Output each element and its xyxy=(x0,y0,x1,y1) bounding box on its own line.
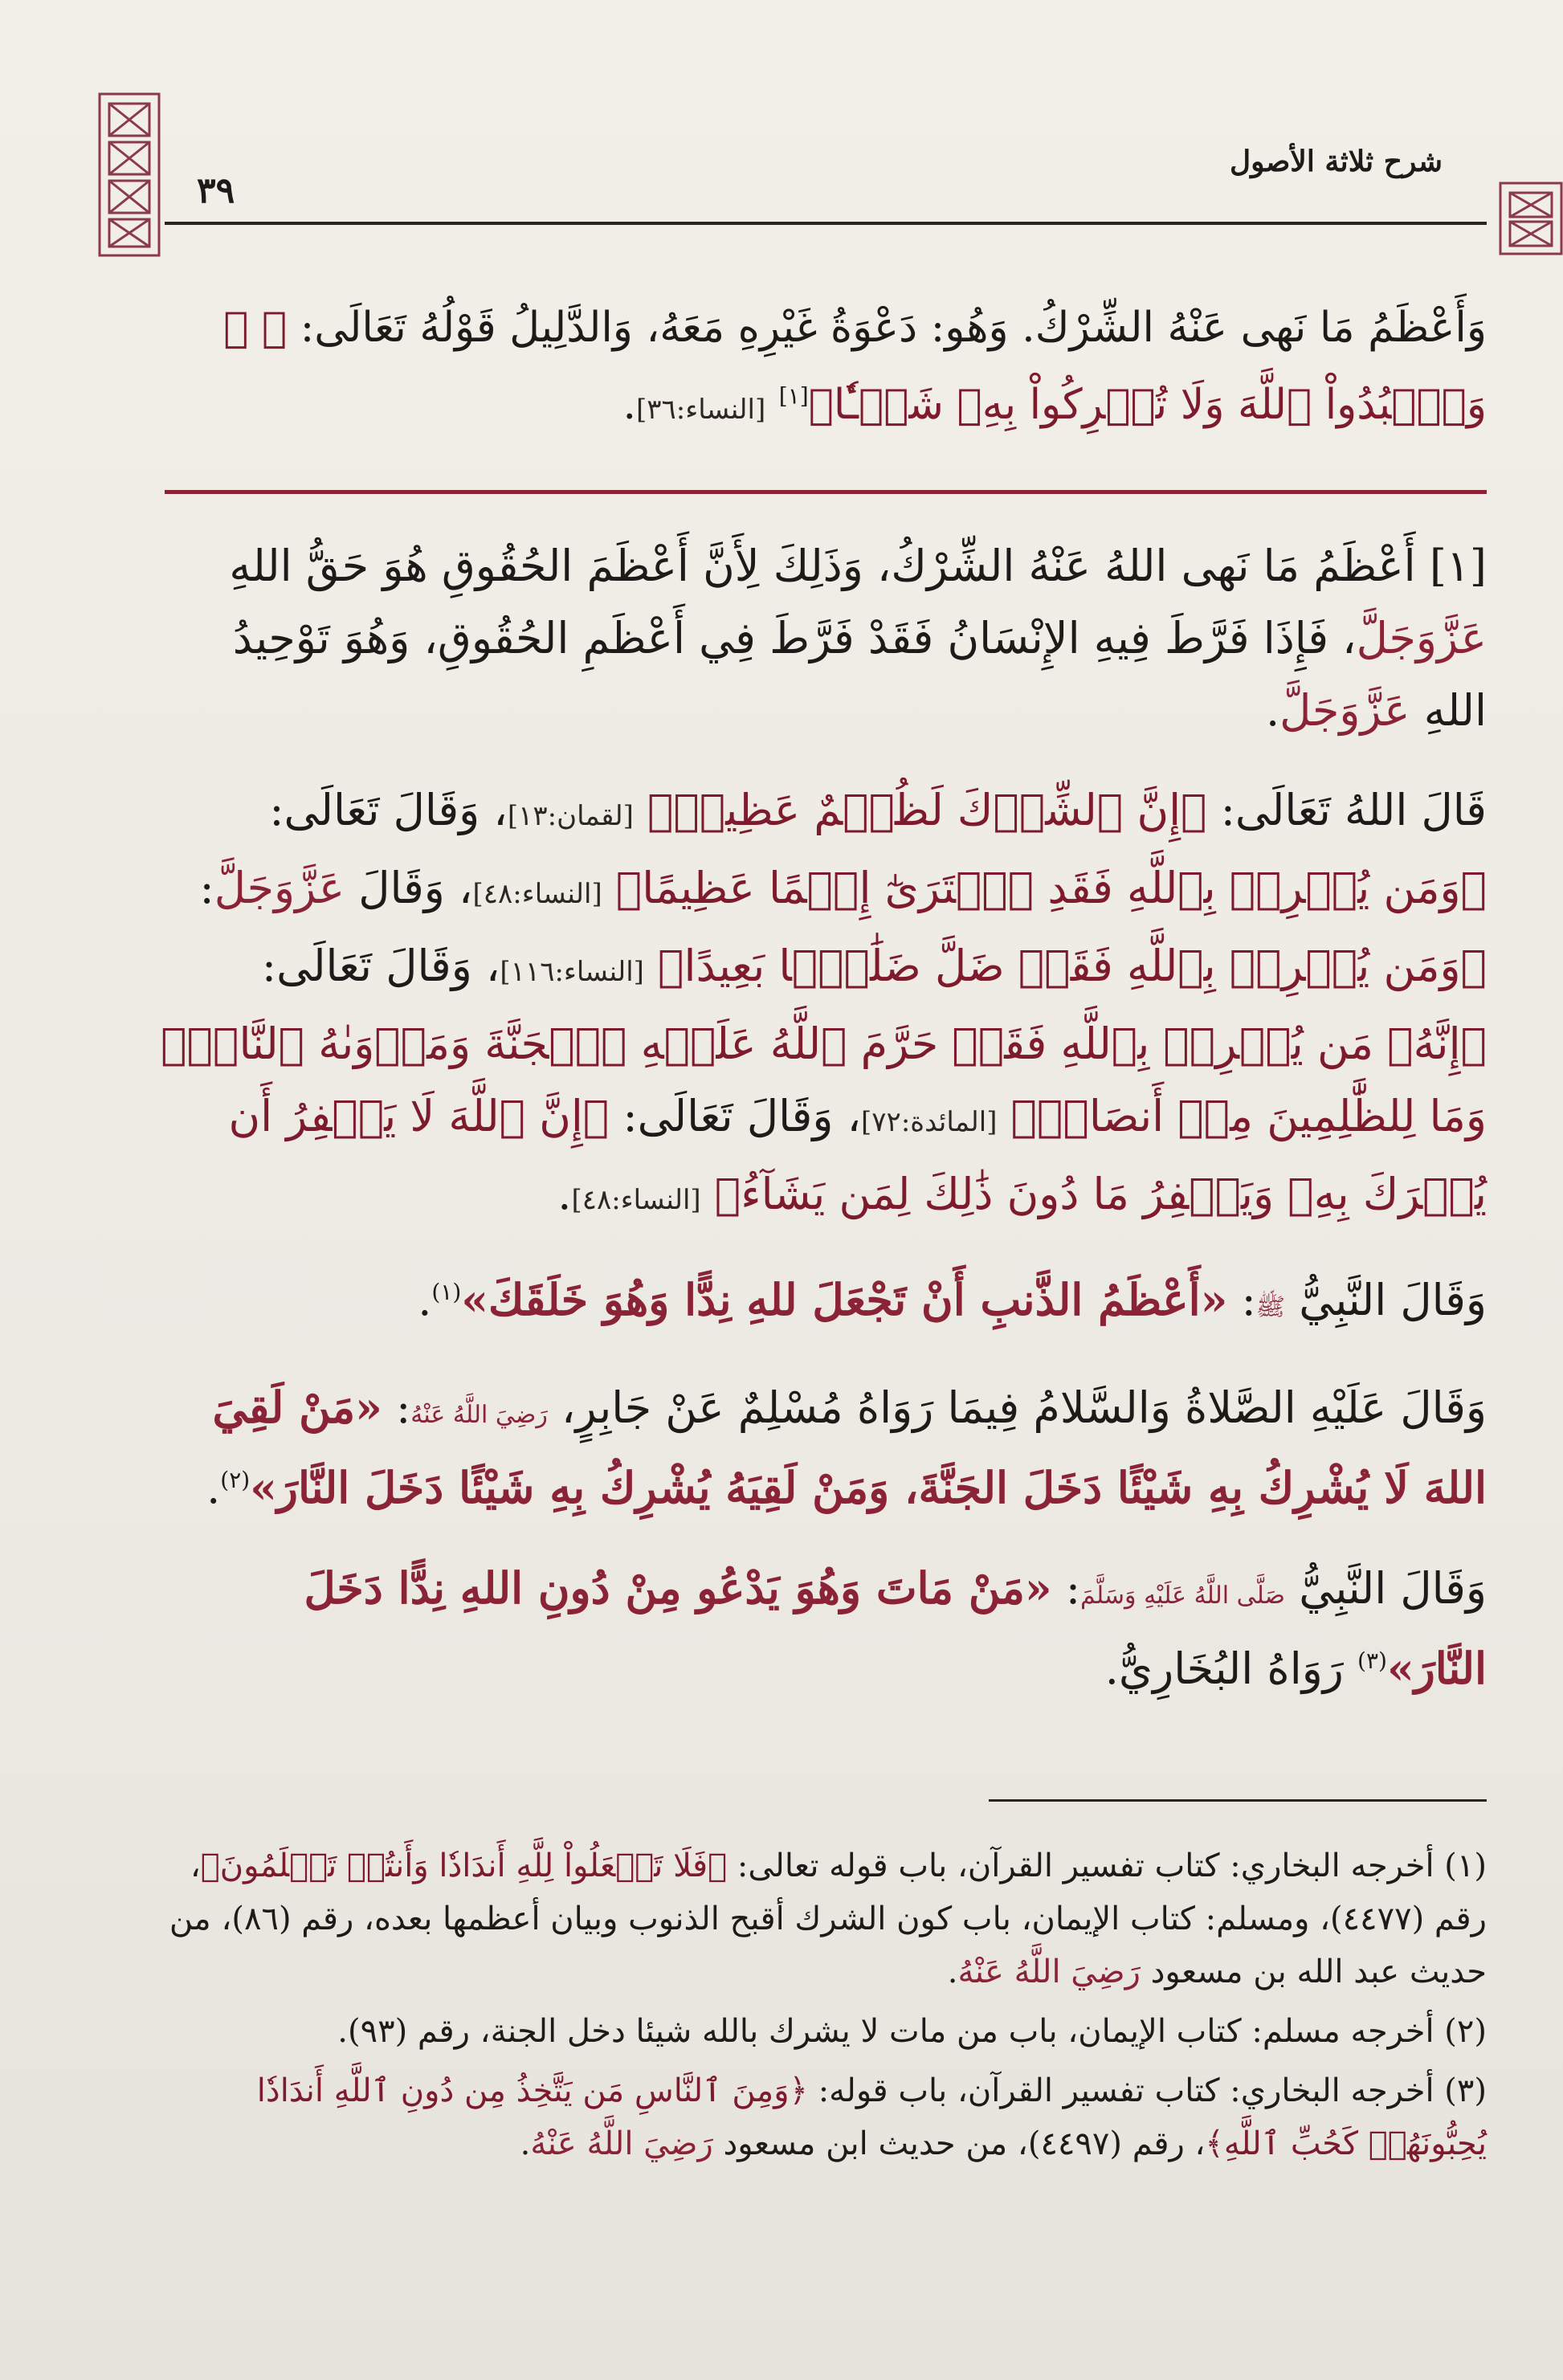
punctuation: . xyxy=(622,381,636,429)
footnote-text: ، رقم (٤٤٩٧)، من حديث ابن مسعود xyxy=(723,2125,1206,2162)
honorific: رَضِيَ اللَّهُ عَنْهُ xyxy=(530,2125,713,2162)
honorific: صَلَّى اللَّهُ عَلَيْهِ وَسَلَّمَ xyxy=(1080,1582,1286,1610)
quran-verse: ﴿إِنَّ ٱللَّهَ لَا يَغۡفِرُ أَن يُشۡرَكَ بِهِۦ وَيَغۡفِرُ مَا دُونَ ذَٰلِكَ لِمَن يَشَآءُ﴾ xyxy=(228,1091,1487,1219)
punctuation: : xyxy=(1065,1563,1081,1614)
quran-verse: ﴿إِنَّهُۥ مَن يُشۡرِكۡ بِٱللَّهِ فَقَدۡ حَرَّمَ ٱللَّهُ عَلَيۡهِ ٱلۡجَنَّةَ وَمَأۡوَىٰهُ ٱلنَّارُۖ وَمَا لِلظَّٰلِمِينَ مِنۡ أَنصَارٖ﴾ xyxy=(161,1019,1487,1141)
commentary-text: قَالَ اللهُ تَعَالَى: xyxy=(1220,785,1487,835)
quran-verse: ﴿وَمِنَ ٱلنَّاسِ مَن يَتَّخِذُ مِن دُونِ ٱللَّهِ أَندَادٗا يُحِبُّونَهُمۡ كَحُبِّ ٱللَّهِ﴾ xyxy=(256,2072,1487,2162)
honorific: ﷺ xyxy=(1255,1293,1286,1321)
quran-verse: ﴿وَمَن يُشۡرِكۡ بِٱللَّهِ فَقَدۡ ضَلَّ ضَلَٰلَۢا بَعِيدًا﴾ xyxy=(658,941,1487,991)
main-text xyxy=(161,289,1487,448)
verse-reference: [لقمان:١٣] xyxy=(507,800,634,832)
commentary-text: ، وَقَالَ تَعَالَى: xyxy=(622,1091,862,1141)
verse-reference: [النساء:٤٨] xyxy=(472,878,602,910)
verse-reference: [النساء:١١٦] xyxy=(500,956,644,988)
quran-verse: ﴿إِنَّ ٱلشِّرۡكَ لَظُلۡمٌ عَظِيمٞ﴾ xyxy=(647,785,1207,835)
honorific: عَزَّوَجَلَّ xyxy=(1279,685,1410,736)
section-separator xyxy=(165,490,1487,494)
commentary-text: ، وَقَالَ xyxy=(358,863,473,913)
main-paragraph xyxy=(161,289,1487,448)
punctuation: . xyxy=(418,1275,432,1325)
commentary-text: رَوَاهُ البُخَارِيُّ. xyxy=(1104,1643,1344,1694)
commentary-paragraph-5 xyxy=(161,1552,1487,1705)
commentary-text: وَقَالَ النَّبِيُّ xyxy=(1299,1563,1487,1614)
honorific: رَضِيَ اللَّهُ عَنْهُ xyxy=(410,1401,548,1429)
hadith-text: «مَنْ مَاتَ وَهُوَ يَدْعُو مِنْ دُونِ اللهِ نِدًّا دَخَلَ النَّارَ» xyxy=(304,1562,1487,1694)
commentary-paragraph-4 xyxy=(161,1371,1487,1525)
knot-ornament-icon xyxy=(98,92,161,257)
footnote-marker: (١) xyxy=(431,1279,462,1305)
punctuation: . xyxy=(1265,685,1280,736)
commentary-paragraph-1 xyxy=(161,530,1487,747)
honorific: عَزَّوَجَلَّ xyxy=(214,863,345,913)
punctuation: . xyxy=(947,1953,958,1990)
commentary-paragraph-2 xyxy=(161,774,1487,1236)
commentary-paragraph-3 xyxy=(161,1263,1487,1344)
hadith-text: «أَعْظَمُ الذَّنبِ أَنْ تَجْعَلَ للهِ نِدًّا وَهُوَ خَلَقَكَ» xyxy=(461,1274,1228,1325)
commentary-text: ، وَقَالَ تَعَالَى: xyxy=(269,785,508,835)
punctuation: : xyxy=(396,1382,411,1433)
commentary-text: ، وَقَالَ تَعَالَى: xyxy=(261,941,500,991)
quran-verse: ﴿وَمَن يُشۡرِكۡ بِٱللَّهِ فَقَدِ ٱفۡتَرَىٰٓ إِثۡمًا عَظِيمًا﴾ xyxy=(615,863,1487,913)
footnote-3 xyxy=(161,2064,1487,2170)
commentary-text: وَقَالَ عَلَيْهِ الصَّلاةُ وَالسَّلامُ فِيمَا رَوَاهُ مُسْلِمٌ عَنْ جَابِرٍ، xyxy=(561,1382,1487,1433)
quran-verse: ﴿ ۞ وَٱعۡبُدُواْ ٱللَّهَ وَلَا تُشۡرِكُواْ بِهِۦ شَيۡـٔٗا﴾ xyxy=(223,304,1487,429)
footnote-1 xyxy=(161,1839,1487,1998)
main-line: وَأَعْظَمُ مَا نَهى عَنْهُ الشِّرْكُ. وَهُو: دَعْوَةُ غَيْرِهِ مَعَهُ، وَالدَّلِيلُ قَوْلُهُ تَعَالَى: xyxy=(300,304,1487,352)
verse-reference: [النساء:٣٦] xyxy=(635,394,766,426)
knot-ornament-icon xyxy=(1499,182,1563,255)
punctuation: . xyxy=(520,2125,531,2162)
honorific: رَضِيَ اللَّهُ عَنْهُ xyxy=(957,1953,1141,1990)
verse-reference: [النساء:٤٨] xyxy=(571,1184,701,1216)
verse-reference: [المائدة:٧٢] xyxy=(861,1106,998,1138)
commentary-text: وَقَالَ النَّبِيُّ xyxy=(1299,1275,1487,1325)
footnote-marker: (٢) xyxy=(220,1467,251,1493)
commentary-text: ، فَإِذَا فَرَّطَ فِيهِ الإِنْسَانُ فَقَدْ فَرَّطَ فِي أَعْظَمِ الحُقُوقِ، وَهُوَ تَوْحِيدُ اللهِ xyxy=(232,613,1487,736)
punctuation: : xyxy=(199,863,214,913)
footnote-text: (٣) أخرجه البخاري: كتاب تفسير القرآن، باب قوله: xyxy=(818,2072,1487,2109)
quran-verse: ﴿فَلَا تَجۡعَلُواْ لِلَّهِ أَندَادٗا وَأَنتُمۡ تَعۡلَمُونَ﴾ xyxy=(200,1847,728,1884)
footnote-text: ، رقم (٤٤٧٧)، ومسلم: كتاب الإيمان، باب كون الشرك أقبح الذنوب وبيان أعظمها بعده، رقم (٨٦)، من حديث عبد الله بن مسعود xyxy=(169,1847,1487,1990)
footnote-text: (٢) أخرجه مسلم: كتاب الإيمان، باب من مات لا يشرك بالله شيئا دخل الجنة، رقم (٩٣). xyxy=(337,2013,1487,2050)
commentary-text: [١] أَعْظَمُ مَا نَهى اللهُ عَنْهُ الشِّرْكُ، وَذَلِكَ لِأَنَّ أَعْظَمَ الحُقُوقِ هُوَ حَقُّ اللهِ xyxy=(229,541,1487,591)
header-rule xyxy=(165,222,1487,225)
page-number: ٣٩ xyxy=(197,170,235,211)
footnotes xyxy=(161,1839,1487,2177)
footnote-marker: [١] xyxy=(778,382,809,410)
punctuation: : xyxy=(1241,1275,1256,1325)
footnote-text: (١) أخرجه البخاري: كتاب تفسير القرآن، باب قوله تعالى: xyxy=(737,1847,1487,1884)
hadith-text: «مَنْ لَقِيَ اللهَ لَا يُشْرِكُ بِهِ شَيْئًا دَخَلَ الجَنَّةَ، وَمَنْ لَقِيَهُ يُشْرِكُ بِهِ شَيْئًا دَخَلَ النَّارَ» xyxy=(212,1382,1487,1513)
footnote-2 xyxy=(161,2005,1487,2058)
honorific: عَزَّوَجَلَّ xyxy=(1356,613,1487,663)
punctuation: . xyxy=(206,1463,221,1513)
commentary xyxy=(161,530,1487,1733)
footnote-separator xyxy=(989,1799,1487,1802)
running-header-title: شرح ثلاثة الأصول xyxy=(1229,145,1443,178)
punctuation: . xyxy=(557,1169,572,1219)
footnote-marker: (٣) xyxy=(1357,1647,1387,1674)
